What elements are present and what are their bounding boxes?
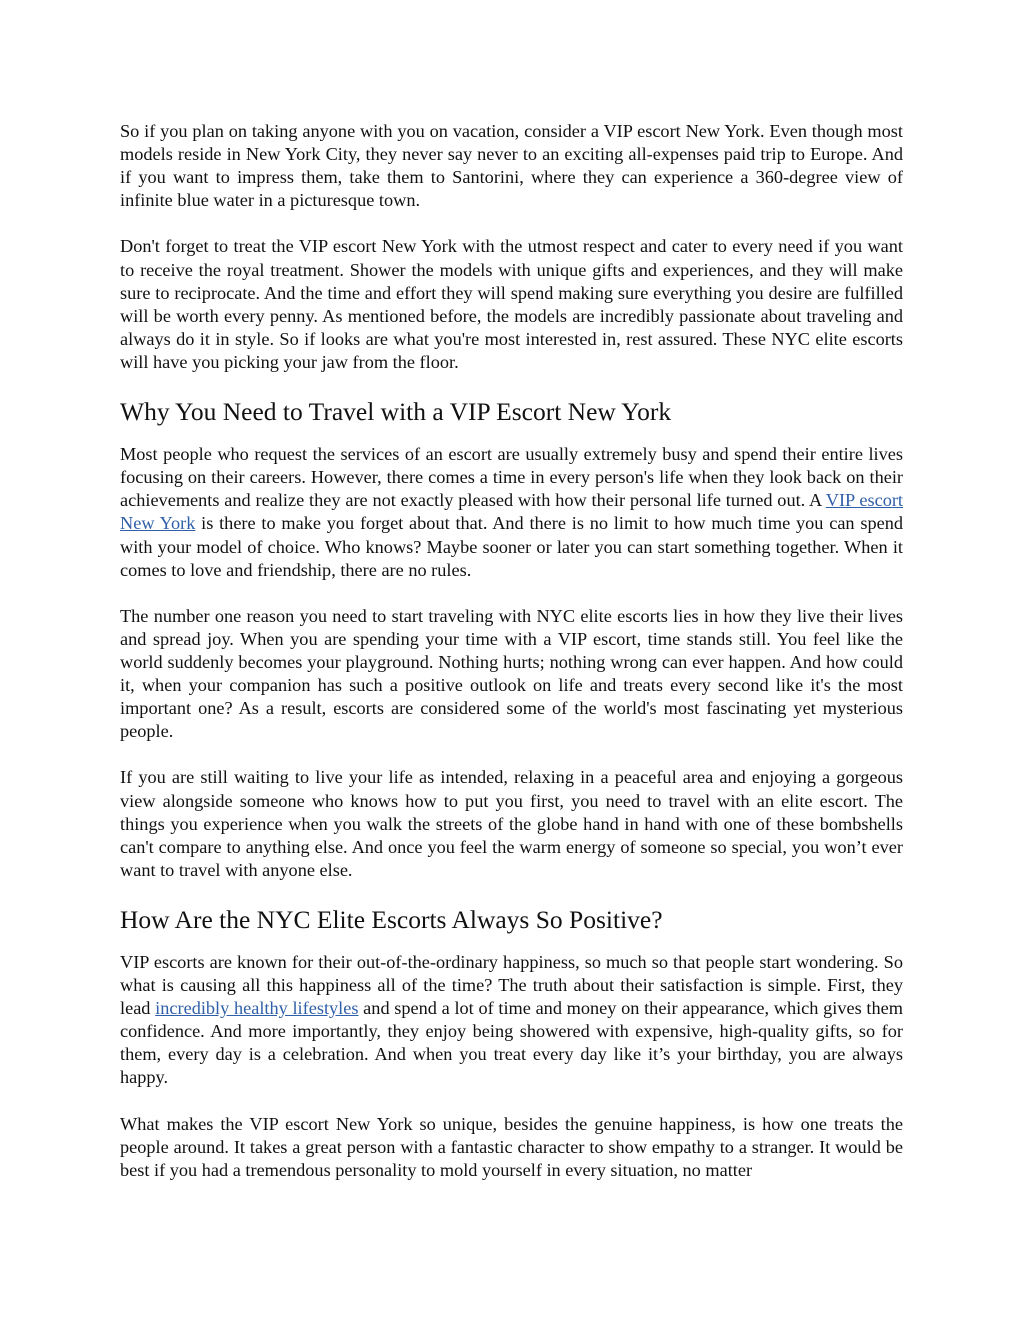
paragraph-happiness-text-1: VIP escorts are known for their out-of-the-ordinary happiness, so much so that people start wondering. So what is causing all this happiness all of the time? The truth about their satisfaction is simple. First, they lead [120, 952, 903, 1019]
vip-escort-new-york-link[interactable]: VIP escort New York [120, 490, 903, 534]
heading-why-travel: Why You Need to Travel with a VIP Escort New York [120, 397, 672, 427]
paragraph-happiness [120, 951, 903, 1090]
paragraph-vacation: So if you plan on taking anyone with you on vacation, consider a VIP escort New York. Even though most models reside in New York City, they never say never to an exciting all-expenses paid trip to Europe. And if you want to impress them, take them to Santorini, where they can experience a 360-degree view of infinite blue water in a picturesque town. [120, 121, 903, 211]
paragraph-respect: Don't forget to treat the VIP escort New York with the utmost respect and cater to every need if you want to receive the royal treatment. Shower the models with unique gifts and experiences, and they will make sure to reciprocate. And the time and effort they will spend making sure everything you desire are fulfilled will be worth every penny. As mentioned before, the models are incredibly passionate about traveling and always do it in style. So if looks are what you're most interested in, rest assured. These NYC elite escorts will have you picking your jaw from the floor. [120, 236, 903, 372]
paragraph-busy-people-text-1: Most people who request the services of an escort are usually extremely busy and spend their entire lives focusing on their careers. However, there comes a time in every person's life when they look back on their achievements and realize they are not exactly pleased with how their personal life turned out. A [120, 444, 903, 511]
paragraph-number-one-reason: The number one reason you need to start traveling with NYC elite escorts lies in how they live their lives and spread joy. When you are spending your time with a VIP escort, time stands still. You feel like the world suddenly becomes your playground. Nothing hurts; nothing wrong can ever happen. And how could it, when your companion has such a positive outlook on life and treats every second like it's the most important one? As a result, escorts are considered some of the world's most fascinating yet mysterious people. [120, 605, 903, 742]
document-page [120, 120, 903, 1205]
paragraph-busy-people-text-2: is there to make you forget about that. And there is no limit to how much time you can spend with your model of choice. Who knows? Maybe sooner or later you can start something together. When it comes to love and friendship, there are no rules. [120, 513, 903, 580]
heading-always-positive: How Are the NYC Elite Escorts Always So Positive? [120, 905, 663, 934]
healthy-lifestyles-link[interactable]: incredibly healthy lifestyles [155, 998, 359, 1019]
paragraph-still-waiting: If you are still waiting to live your life as intended, relaxing in a peaceful area and enjoying a gorgeous view alongside someone who knows how to put you first, you need to travel with an elite escort. The things you experience when you walk the streets of the globe hand in hand with one of these bombshells can't compare to anything else. And once you feel the warm energy of someone so special, you won’t ever want to travel with anyone else. [120, 767, 903, 880]
paragraph-happiness-text-2: and spend a lot of time and money on their appearance, which gives them confidence. And more importantly, they enjoy being showered with expensive, high-quality gifts, so for them, every day is a celebration. And when you treat every day like it’s your birthday, you are always happy. [120, 998, 903, 1088]
paragraph-unique: What makes the VIP escort New York so unique, besides the genuine happiness, is how one treats the people around. It takes a great person with a fantastic character to show empathy to a stranger. It would be best if you had a tremendous personality to mold yourself in every situation, no matter [120, 1113, 903, 1180]
paragraph-busy-people [120, 443, 903, 582]
